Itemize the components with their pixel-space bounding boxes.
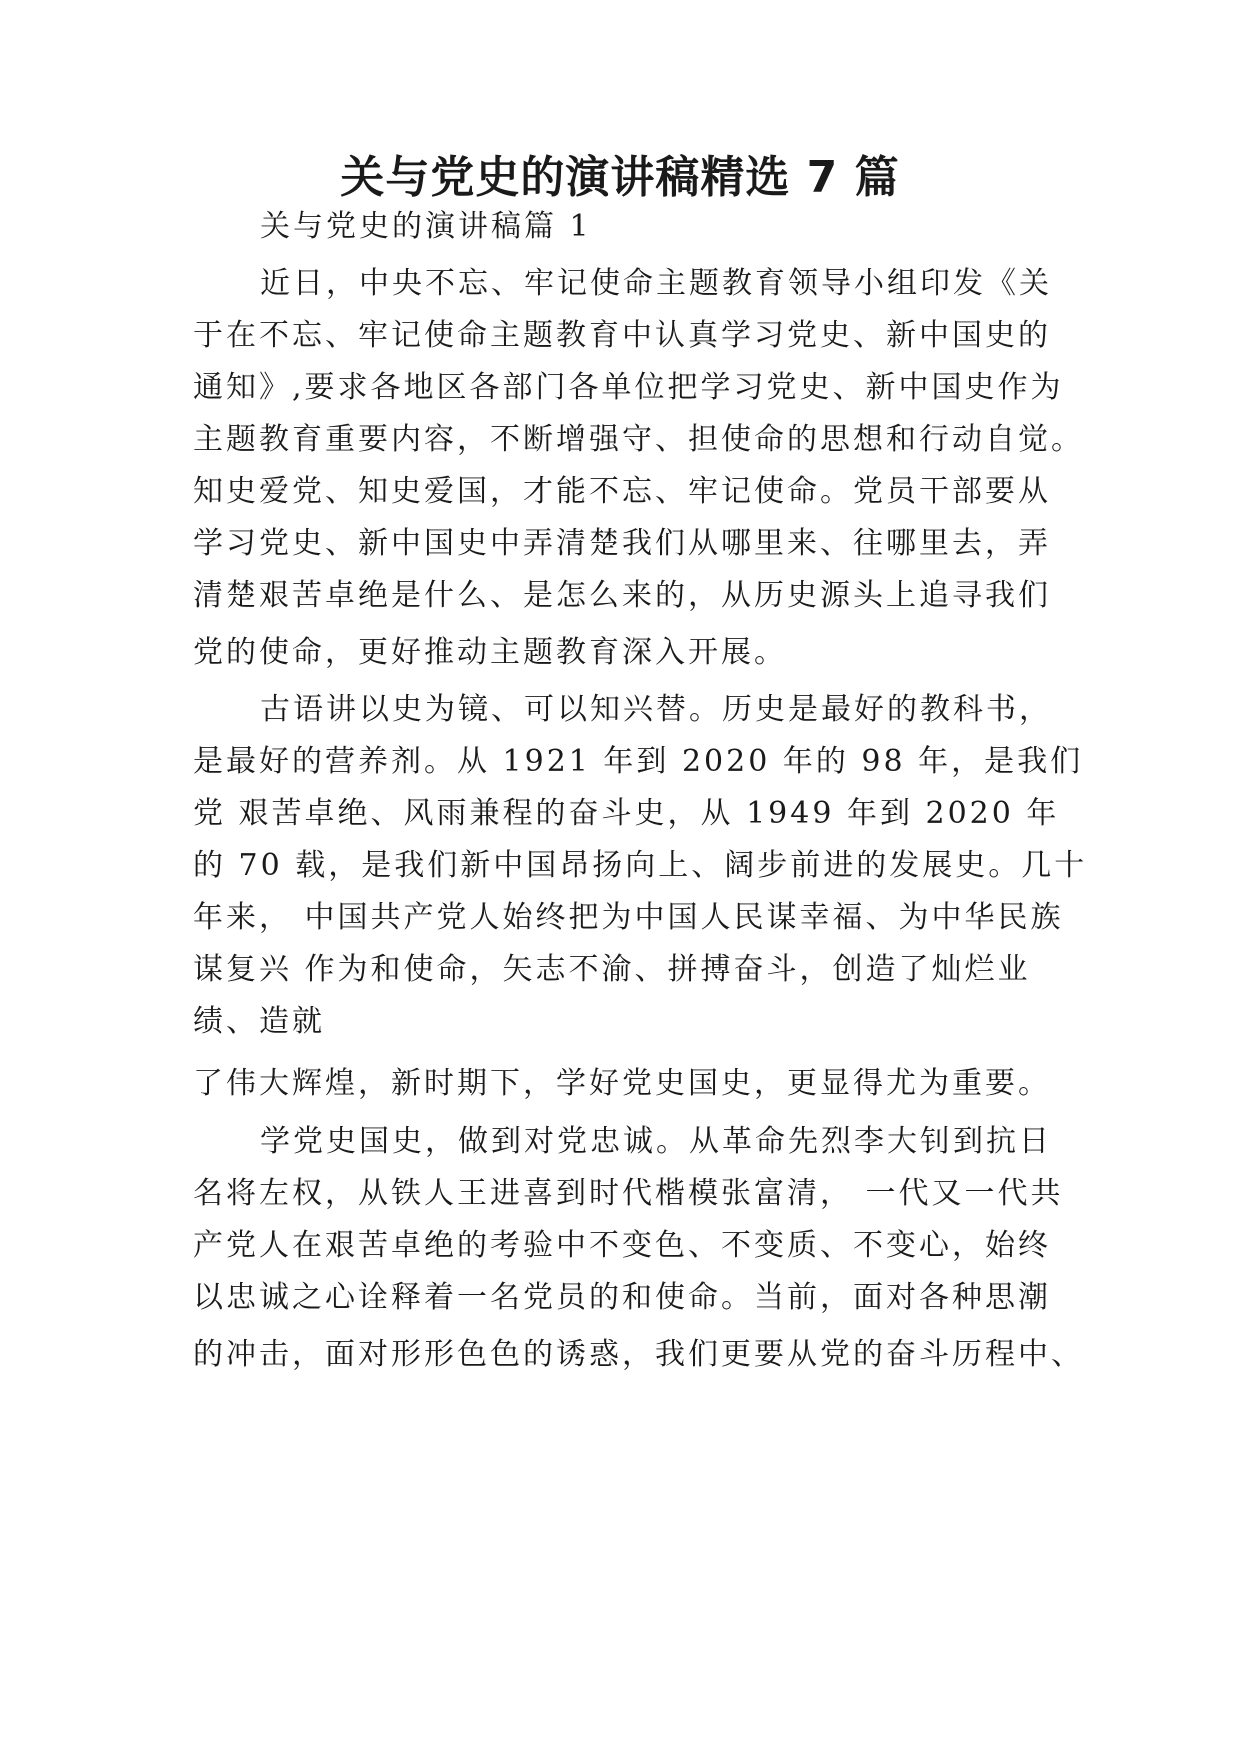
paragraph-line: 年来， 中国共产党人始终把为中国人民谋幸福、为中华民族 — [193, 900, 1064, 935]
section-heading: 关与党史的演讲稿篇 1 — [260, 209, 592, 244]
paragraph-line: 以忠诚之心诠释着一名党员的和使命。当前，面对各种思潮 — [193, 1280, 1051, 1315]
paragraph-line: 的冲击，面对形形色色的诱惑，我们更要从党的奋斗历程中、 — [193, 1337, 1084, 1372]
paragraph-line: 绩、造就 — [193, 1004, 325, 1039]
paragraph-line: 于在不忘、牢记使命主题教育中认真学习党史、新中国史的 — [193, 318, 1051, 353]
paragraph-line: 谋复兴 作为和使命，矢志不渝、拼搏奋斗，创造了灿烂业 — [193, 952, 1031, 987]
paragraph-line: 的 70 载，是我们新中国昂扬向上、阔步前进的发展史。几十 — [193, 848, 1088, 883]
paragraph-line: 主题教育重要内容，不断增强守、担使命的思想和行动自觉。 — [193, 422, 1084, 457]
paragraph-line: 是最好的营养剂。从 1921 年到 2020 年的 98 年，是我们 — [193, 744, 1084, 779]
paragraph-line: 清楚艰苦卓绝是什么、是怎么来的，从历史源头上追寻我们 — [193, 578, 1051, 613]
paragraph-line: 党的使命，更好推动主题教育深入开展。 — [193, 635, 787, 670]
document-title: 关与党史的演讲稿精选 7 篇 — [340, 152, 900, 203]
paragraph-line: 古语讲以史为镜、可以知兴替。历史是最好的教科书， — [260, 692, 1052, 727]
paragraph-line: 知史爱党、知史爱国，才能不忘、牢记使命。党员干部要从 — [193, 474, 1051, 509]
paragraph-line: 了伟大辉煌，新时期下，学好党史国史，更显得尤为重要。 — [193, 1066, 1051, 1101]
paragraph-line: 名将左权，从铁人王进喜到时代楷模张富清， 一代又一代共 — [193, 1176, 1064, 1211]
paragraph-line: 学习党史、新中国史中弄清楚我们从哪里来、往哪里去，弄 — [193, 526, 1051, 561]
paragraph-line: 学党史国史，做到对党忠诚。从革命先烈李大钊到抗日 — [260, 1124, 1052, 1159]
paragraph-line: 产党人在艰苦卓绝的考验中不变色、不变质、不变心，始终 — [193, 1228, 1051, 1263]
paragraph-line: 通知》,要求各地区各部门各单位把学习党史、新中国史作为 — [193, 370, 1064, 405]
paragraph-line: 近日，中央不忘、牢记使命主题教育领导小组印发《关 — [260, 266, 1052, 301]
paragraph-line: 党 艰苦卓绝、风雨兼程的奋斗史，从 1949 年到 2020 年 — [193, 796, 1060, 831]
